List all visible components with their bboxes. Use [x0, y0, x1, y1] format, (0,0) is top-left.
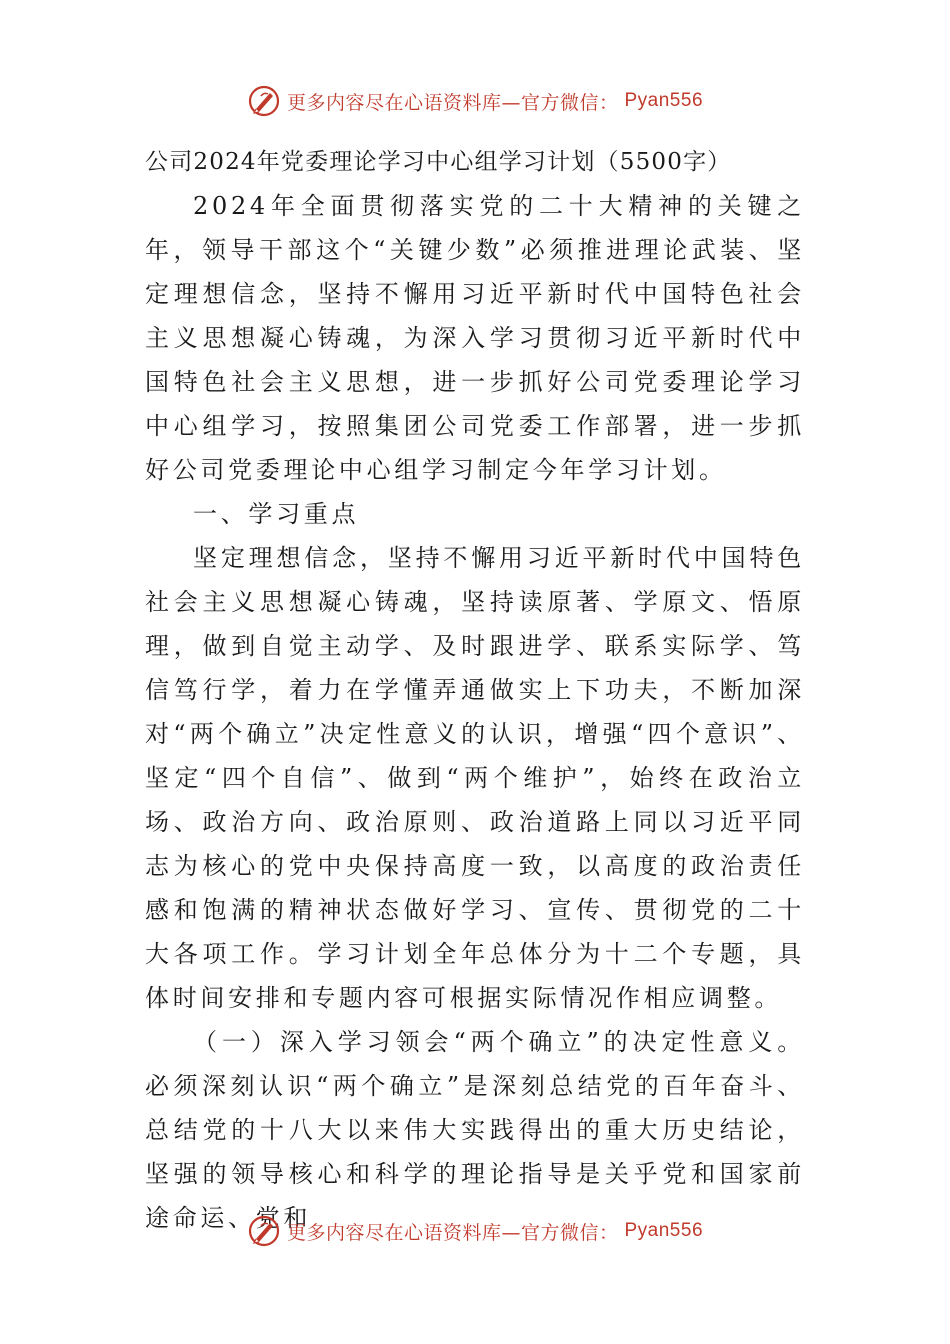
watermark-wechat-id: Pyan556	[624, 1220, 704, 1241]
subsection-two-establishments: （一）深入学习领会“两个确立”的决定性意义。必须深刻认识“两个确立”是深刻总结党的百年奋斗、总结党的十八大以来伟大实践得出的重大历史结论，坚强的领导核心和科学的理论指导是关乎党和国家前途命运、党和	[145, 1028, 805, 1232]
document-title: 公司2024年党委理论学习中心组学习计划（5500字）	[145, 149, 732, 175]
watermark-wechat-id: Pyan556	[624, 90, 704, 111]
learning-focus-paragraph: 坚定理想信念，坚持不懈用习近平新时代中国特色社会主义思想凝心铸魂，坚持读原著、学原文、悟原理，做到自觉主动学、及时跟进学、联系实际学、笃信笃行学，着力在学懂弄通做实上下功夫，不断加深对“两个确立”决定性意义的认识，增强“四个意识”、坚定“四个自信”、做到“两个维护”，始终在政治立场、政治方向、政治原则、政治道路上同以习近平同志为核心的党中央保持高度一致，以高度的政治责任感和饱满的精神状态做好学习、宣传、贯彻党的二十大各项工作。学习计划全年总体分为十二个专题，具体时间安排和专题内容可根据实际情况作相应调整。	[145, 544, 805, 1012]
intro-paragraph: 2024年全面贯彻落实党的二十大精神的关键之年，领导干部这个“关键少数”必须推进理论武装、坚定理想信念，坚持不懈用习近平新时代中国特色社会主义思想凝心铸魂，为深入学习贯彻习近平新时代中国特色社会主义思想，进一步抓好公司党委理论学习中心组学习，按照集团公司党委工作部署，进一步抓好公司党委理论中心组学习制定今年学习计划。	[145, 192, 805, 484]
pen-logo-icon	[247, 1214, 281, 1248]
pen-logo-icon	[247, 84, 281, 118]
header-watermark	[0, 84, 950, 118]
section-heading-learning-focus: 一、学习重点	[193, 500, 360, 528]
watermark-text: 更多内容尽在心语资料库—官方微信：	[286, 1221, 619, 1244]
footer-watermark	[0, 1214, 950, 1248]
watermark-text: 更多内容尽在心语资料库—官方微信：	[286, 91, 619, 114]
document-body	[145, 140, 805, 1240]
